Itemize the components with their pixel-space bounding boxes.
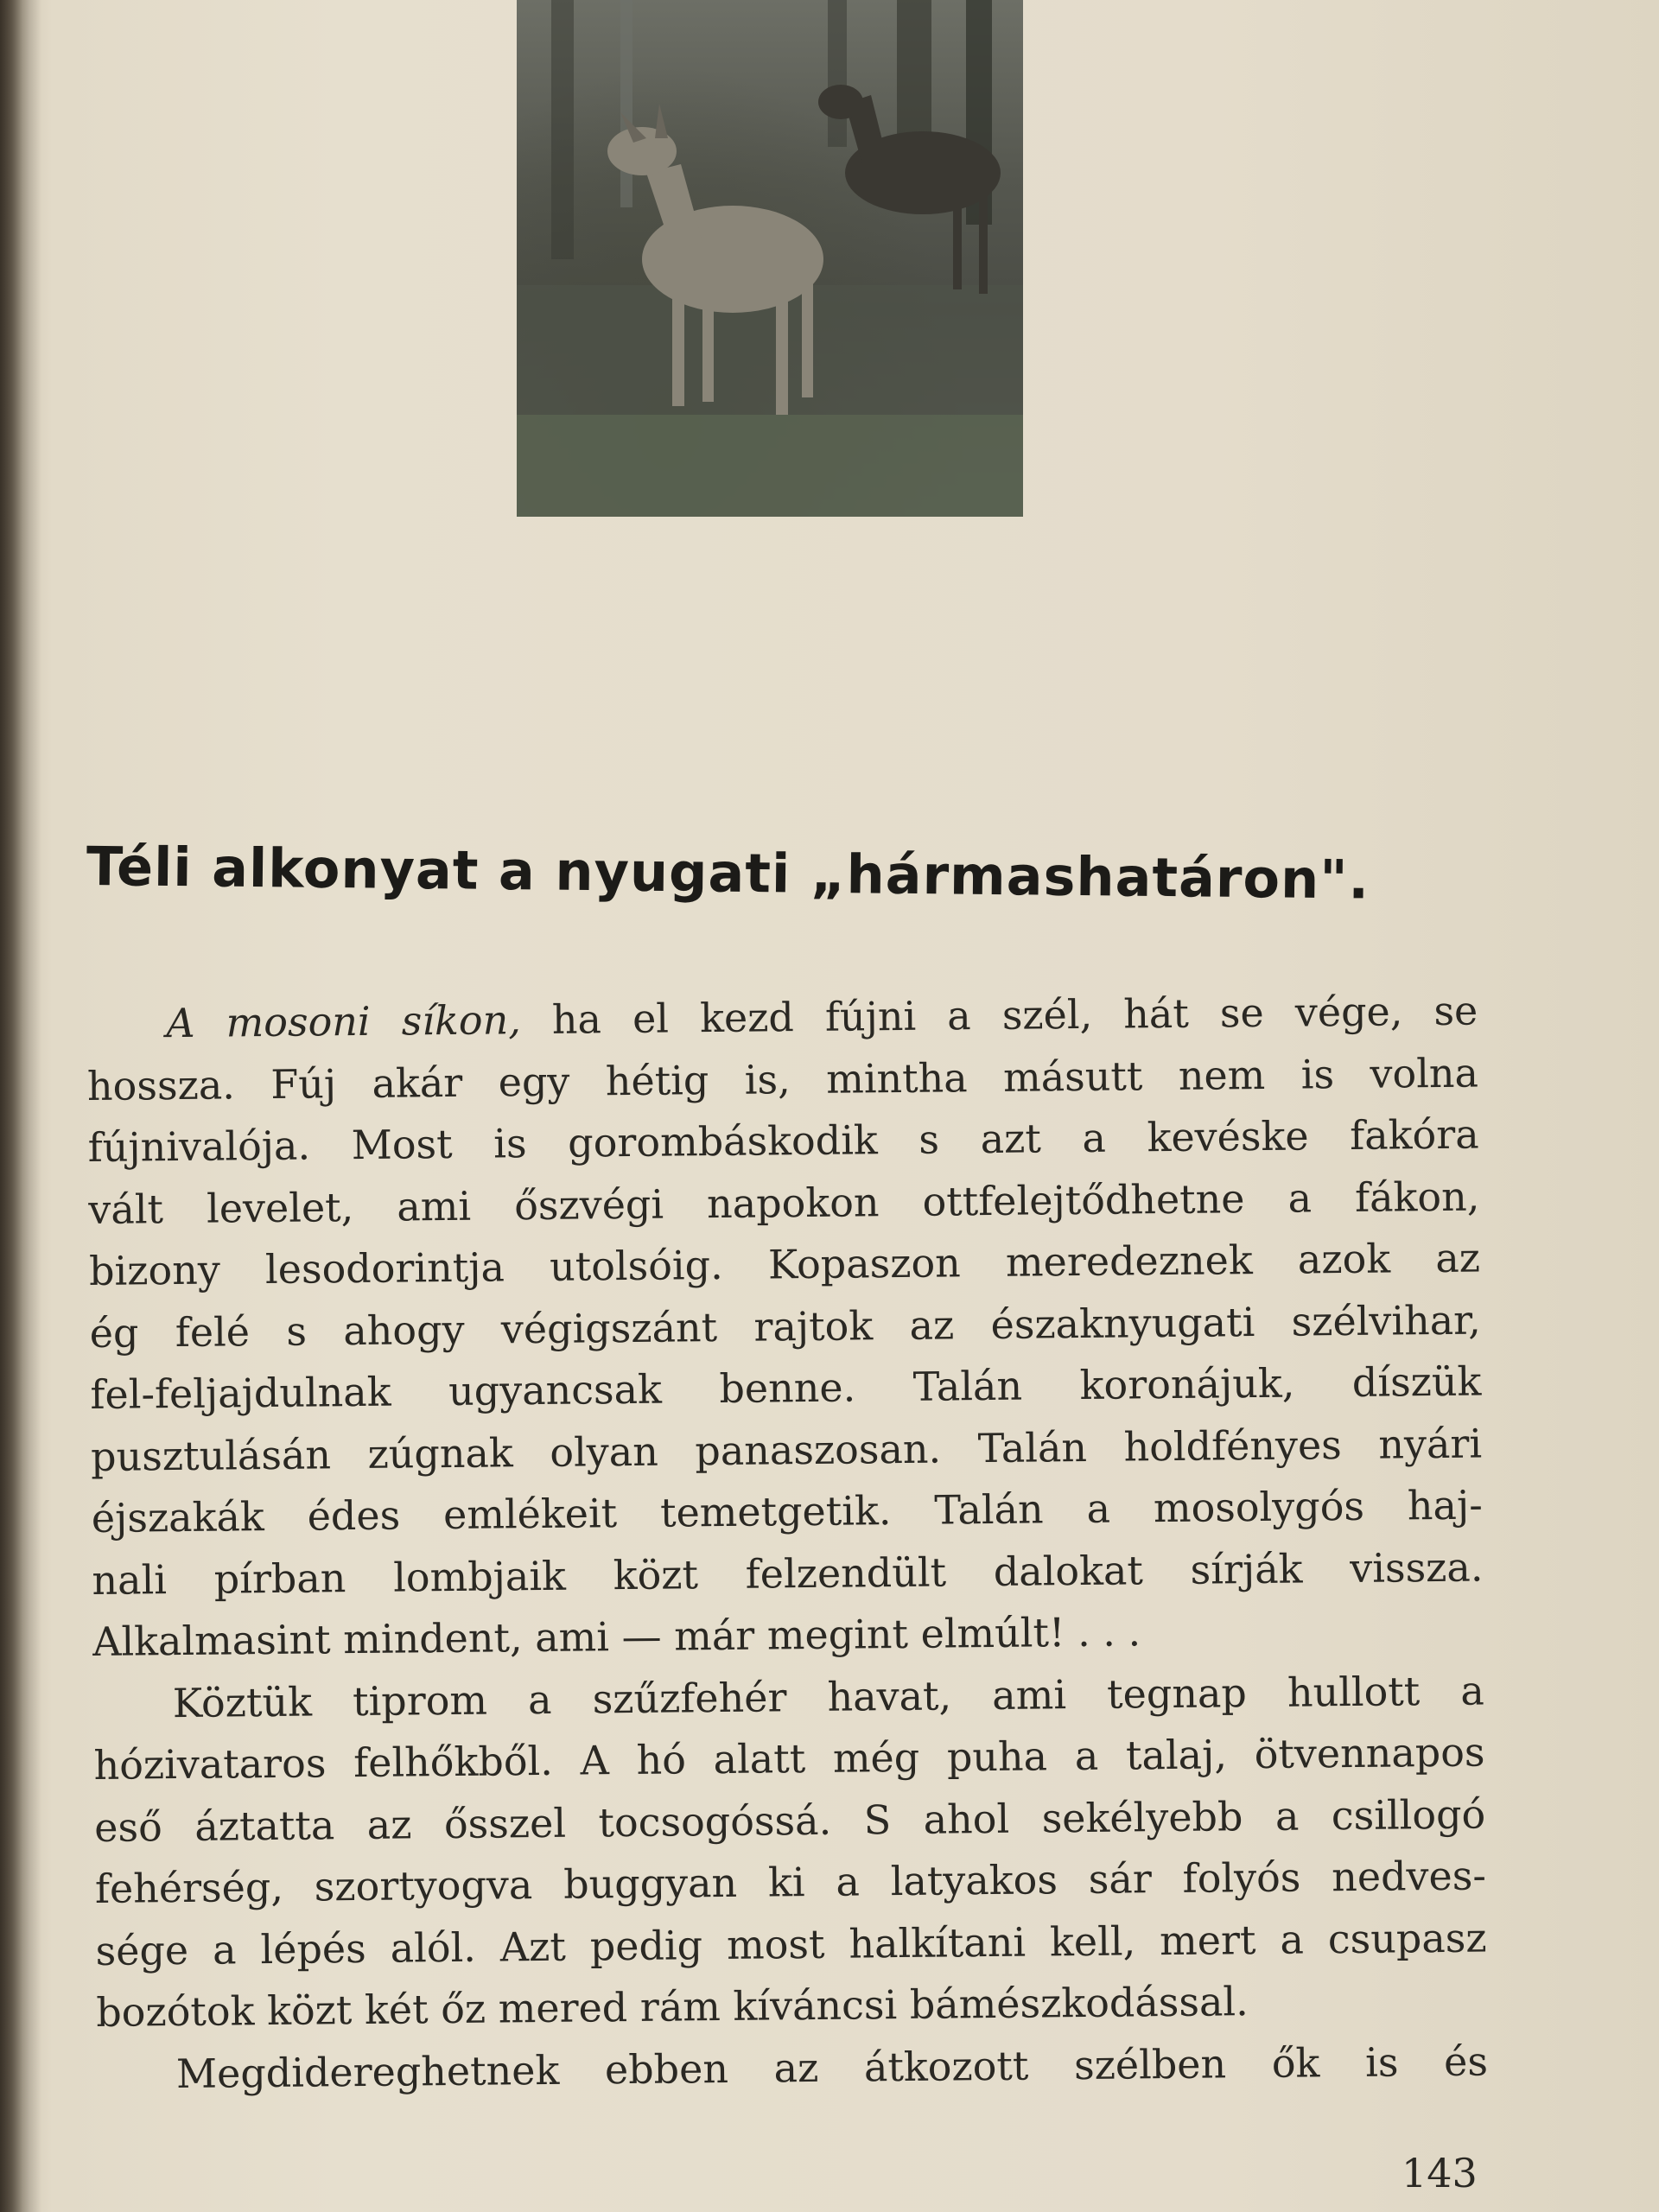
text-line: pusztulásán zúgnak olyan panaszosan. Talán holdfényes nyári [90, 1420, 1483, 1480]
binding-shadow [0, 0, 41, 2212]
section-heading: Téli alkonyat a nyugati „hármashatáron". [86, 834, 1370, 912]
text-line: Megdidereghetnek ebben az átkozott szélben ők is és [175, 2037, 1489, 2097]
text-line: bizony lesodorintja utolsóig. Kopaszon meredeznek azok az [88, 1234, 1481, 1294]
deer-photo [517, 0, 1023, 517]
text-line: hossza. Fúj akár egy hétig is, mintha másutt nem is volna [86, 1049, 1479, 1109]
text-line: eső áztatta az ősszel tocsogóssá. S ahol sekélyebb a csillogó [93, 1790, 1486, 1851]
text-line: Köztük tiprom a szűzfehér havat, ami tegnap hullott a [172, 1667, 1485, 1726]
body-text [86, 981, 1488, 2106]
text-line: hózivataros felhőkből. A hó alatt még puha a talaj, ötvennapos [93, 1728, 1485, 1789]
bleed-through [1020, 0, 1486, 950]
text-line: bozótok közt két őz mered rám kíváncsi bámészkodással. [96, 1978, 1249, 2036]
text-line: sége a lépés alól. Azt pedig most halkítani kell, mert a csupasz [95, 1913, 1487, 1974]
text-line: éjszakák édes emlékeit temetgetik. Talán a mosolygós haj- [91, 1481, 1484, 1541]
text-line: ég felé s ahogy végigszánt rajtok az északnyugati szélvihar, [89, 1296, 1481, 1357]
text-line: vált levelet, ami őszvégi napokon ottfelejtődhetne a fákon, [88, 1173, 1480, 1233]
text-line: Alkalmasint mindent, ami — már megint elmúlt! . . . [92, 1608, 1141, 1665]
text-span: ha el kezd fújni a szél, hát se vége, se [520, 987, 1478, 1044]
page-number: 143 [1402, 2150, 1478, 2196]
text-line: fújnivalója. Most is gorombáskodik s azt a kevéske fakóra [87, 1110, 1479, 1171]
text-line: fel-feljajdulnak ugyancsak benne. Talán koronájuk, díszük [90, 1357, 1482, 1418]
deer-photo-icon [517, 0, 1023, 517]
text-line: nali pírban lombjaik közt felzendült dalokat sírják vissza. [92, 1543, 1484, 1604]
text-line: fehérség, szortyogva buggyan ki a latyakos sár folyós nedves- [94, 1852, 1487, 1912]
italic-lead: A mosoni síkon, [166, 996, 522, 1047]
